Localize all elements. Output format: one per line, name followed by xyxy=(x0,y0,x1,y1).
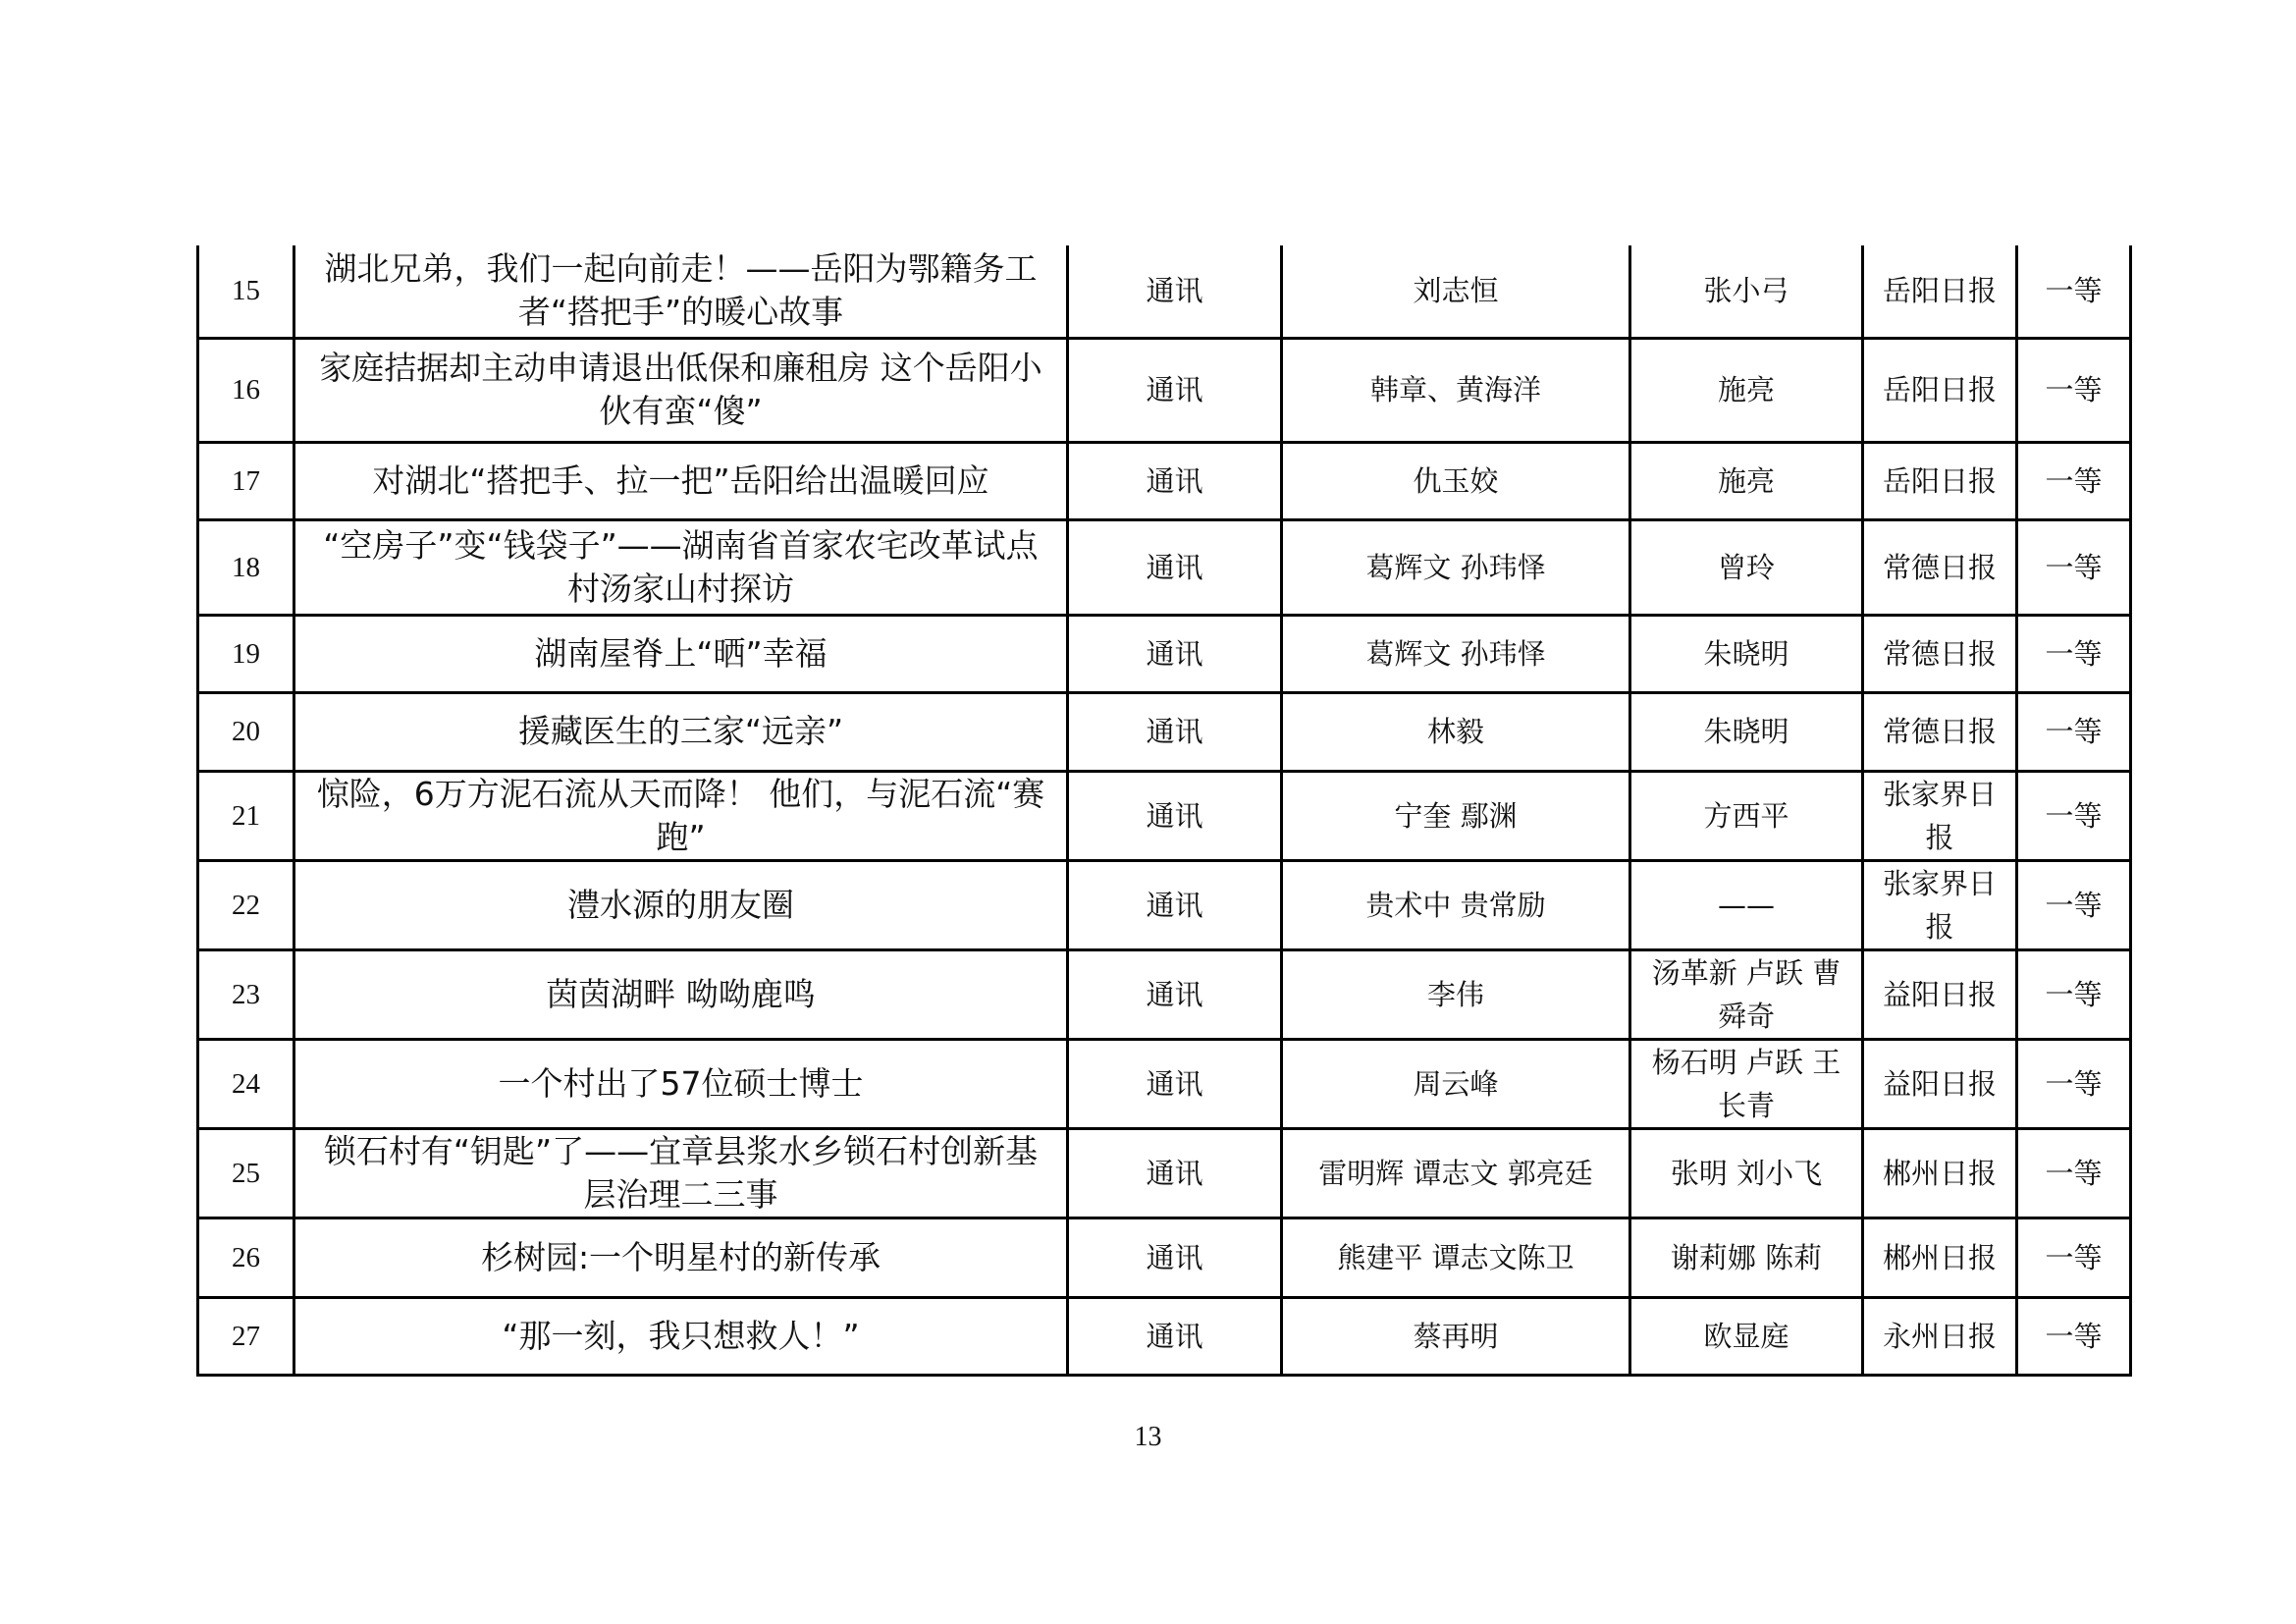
author: 葛辉文 孙玮怿 xyxy=(1282,519,1630,615)
award-level: 一等 xyxy=(2017,519,2131,615)
row-number: 25 xyxy=(198,1128,294,1218)
work-title: 湖南屋脊上“晒”幸福 xyxy=(294,615,1068,692)
publication: 常德日报 xyxy=(1863,615,2017,692)
publication: 岳阳日报 xyxy=(1863,442,2017,519)
editor: 汤革新 卢跃 曹舜奇 xyxy=(1630,949,1863,1039)
author: 林毅 xyxy=(1282,692,1630,771)
editor: 朱晓明 xyxy=(1630,692,1863,771)
publication: 郴州日报 xyxy=(1863,1218,2017,1297)
row-number: 15 xyxy=(198,245,294,338)
work-title: “空房子”变“钱袋子”——湖南省首家农宅改革试点村汤家山村探访 xyxy=(294,519,1068,615)
author: 熊建平 谭志文陈卫 xyxy=(1282,1218,1630,1297)
publication: 益阳日报 xyxy=(1863,1039,2017,1128)
work-type: 通讯 xyxy=(1068,1297,1282,1375)
work-type: 通讯 xyxy=(1068,245,1282,338)
work-type: 通讯 xyxy=(1068,692,1282,771)
work-type: 通讯 xyxy=(1068,1218,1282,1297)
table-row xyxy=(198,1297,2131,1375)
row-number: 27 xyxy=(198,1297,294,1375)
work-title: 援藏医生的三家“远亲” xyxy=(294,692,1068,771)
table-row xyxy=(198,949,2131,1039)
table-row xyxy=(198,1128,2131,1218)
row-number: 16 xyxy=(198,338,294,442)
work-title: 锁石村有“钥匙”了——宜章县浆水乡锁石村创新基层治理二三事 xyxy=(294,1128,1068,1218)
author: 雷明辉 谭志文 郭亮廷 xyxy=(1282,1128,1630,1218)
work-title: 对湖北“搭把手、拉一把”岳阳给出温暖回应 xyxy=(294,442,1068,519)
award-table xyxy=(196,245,2132,1377)
award-level: 一等 xyxy=(2017,615,2131,692)
work-type: 通讯 xyxy=(1068,615,1282,692)
work-title: 杉树园:一个明星村的新传承 xyxy=(294,1218,1068,1297)
publication: 岳阳日报 xyxy=(1863,245,2017,338)
table-row xyxy=(198,442,2131,519)
award-level: 一等 xyxy=(2017,860,2131,949)
work-title: 家庭拮据却主动申请退出低保和廉租房 这个岳阳小伙有蛮“傻” xyxy=(294,338,1068,442)
work-title: “那一刻，我只想救人！” xyxy=(294,1297,1068,1375)
publication: 常德日报 xyxy=(1863,692,2017,771)
publication: 益阳日报 xyxy=(1863,949,2017,1039)
table-row xyxy=(198,245,2131,338)
page-number: 13 xyxy=(1134,1422,1162,1452)
editor: 朱晓明 xyxy=(1630,615,1863,692)
publication: 永州日报 xyxy=(1863,1297,2017,1375)
publication: 郴州日报 xyxy=(1863,1128,2017,1218)
publication: 张家界日报 xyxy=(1863,860,2017,949)
author: 刘志恒 xyxy=(1282,245,1630,338)
row-number: 24 xyxy=(198,1039,294,1128)
award-level: 一等 xyxy=(2017,1128,2131,1218)
work-title: 茵茵湖畔 呦呦鹿鸣 xyxy=(294,949,1068,1039)
author: 宁奎 鄢渊 xyxy=(1282,771,1630,860)
row-number: 21 xyxy=(198,771,294,860)
row-number: 17 xyxy=(198,442,294,519)
table-row xyxy=(198,771,2131,860)
author: 韩章、黄海洋 xyxy=(1282,338,1630,442)
editor: 张小弓 xyxy=(1630,245,1863,338)
row-number: 18 xyxy=(198,519,294,615)
author: 贵术中 贵常励 xyxy=(1282,860,1630,949)
award-level: 一等 xyxy=(2017,1039,2131,1128)
work-type: 通讯 xyxy=(1068,771,1282,860)
row-number: 26 xyxy=(198,1218,294,1297)
author: 仇玉姣 xyxy=(1282,442,1630,519)
author: 周云峰 xyxy=(1282,1039,1630,1128)
author: 蔡再明 xyxy=(1282,1297,1630,1375)
award-level: 一等 xyxy=(2017,771,2131,860)
award-level: 一等 xyxy=(2017,1218,2131,1297)
award-level: 一等 xyxy=(2017,949,2131,1039)
work-type: 通讯 xyxy=(1068,860,1282,949)
editor: 谢莉娜 陈莉 xyxy=(1630,1218,1863,1297)
work-title: 一个村出了57位硕士博士 xyxy=(294,1039,1068,1128)
row-number: 23 xyxy=(198,949,294,1039)
editor: 方西平 xyxy=(1630,771,1863,860)
editor: —— xyxy=(1630,860,1863,949)
table-row xyxy=(198,692,2131,771)
editor: 曾玲 xyxy=(1630,519,1863,615)
author: 李伟 xyxy=(1282,949,1630,1039)
table-row xyxy=(198,338,2131,442)
publication: 张家界日报 xyxy=(1863,771,2017,860)
author: 葛辉文 孙玮怿 xyxy=(1282,615,1630,692)
row-number: 19 xyxy=(198,615,294,692)
award-level: 一等 xyxy=(2017,442,2131,519)
editor: 施亮 xyxy=(1630,338,1863,442)
table-row xyxy=(198,519,2131,615)
editor: 张明 刘小飞 xyxy=(1630,1128,1863,1218)
award-level: 一等 xyxy=(2017,692,2131,771)
work-title: 湖北兄弟，我们一起向前走！——岳阳为鄂籍务工者“搭把手”的暖心故事 xyxy=(294,245,1068,338)
work-type: 通讯 xyxy=(1068,338,1282,442)
editor: 欧显庭 xyxy=(1630,1297,1863,1375)
work-type: 通讯 xyxy=(1068,1039,1282,1128)
table-row xyxy=(198,615,2131,692)
work-type: 通讯 xyxy=(1068,1128,1282,1218)
publication: 岳阳日报 xyxy=(1863,338,2017,442)
work-type: 通讯 xyxy=(1068,442,1282,519)
award-level: 一等 xyxy=(2017,245,2131,338)
editor: 施亮 xyxy=(1630,442,1863,519)
row-number: 22 xyxy=(198,860,294,949)
row-number: 20 xyxy=(198,692,294,771)
work-title: 惊险，6万方泥石流从天而降！ 他们，与泥石流“赛跑” xyxy=(294,771,1068,860)
table-row xyxy=(198,1039,2131,1128)
award-level: 一等 xyxy=(2017,1297,2131,1375)
table-row xyxy=(198,860,2131,949)
publication: 常德日报 xyxy=(1863,519,2017,615)
editor: 杨石明 卢跃 王长青 xyxy=(1630,1039,1863,1128)
table-row xyxy=(198,1218,2131,1297)
award-level: 一等 xyxy=(2017,338,2131,442)
work-title: 澧水源的朋友圈 xyxy=(294,860,1068,949)
work-type: 通讯 xyxy=(1068,949,1282,1039)
work-type: 通讯 xyxy=(1068,519,1282,615)
